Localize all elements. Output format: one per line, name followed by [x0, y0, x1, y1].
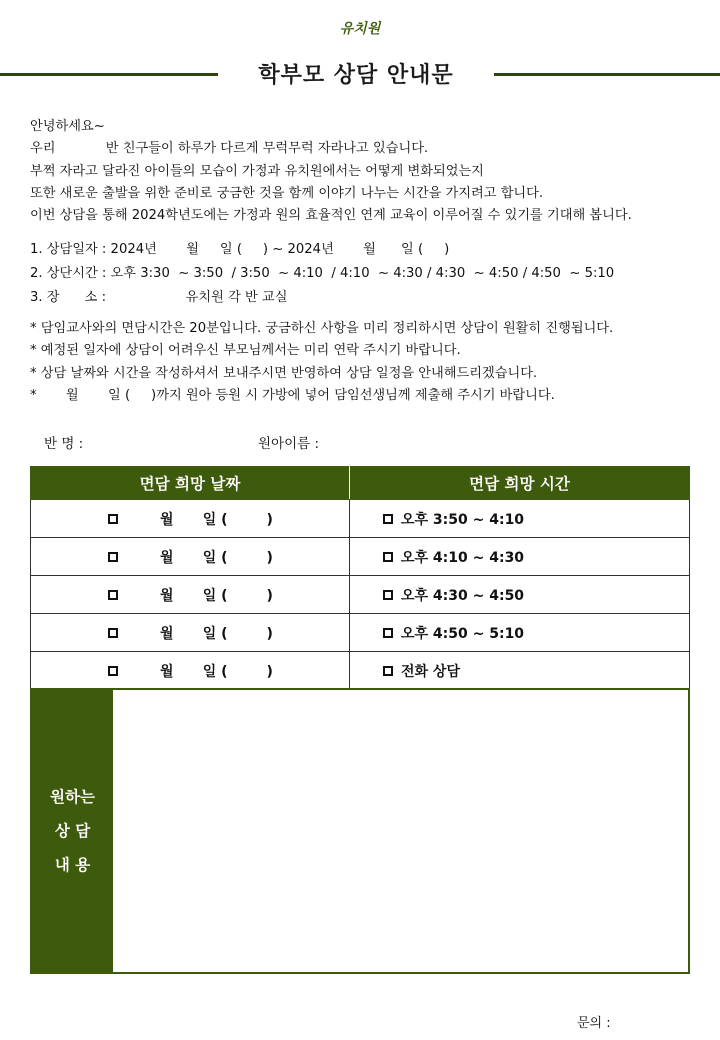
consult-info	[30, 238, 710, 309]
time-cell	[350, 538, 690, 576]
notes-list	[30, 318, 710, 407]
intro-line: 우리 반 친구들이 하루가 다르게 무럭무럭 자라나고 있습니다.	[30, 141, 429, 157]
intro-line: 또한 새로운 출발을 위한 준비로 궁금한 것을 함께 이야기 나누는 시간을 가지려고 합니다.	[30, 185, 544, 201]
title-row	[0, 58, 720, 88]
kindergarten-label: 유치원	[339, 21, 381, 37]
time-text: 오후 4:30 ~ 4:50	[401, 587, 525, 604]
date-checkbox[interactable]	[108, 628, 118, 638]
intro-line: 부쩍 자라고 달라진 아이들의 모습이 가정과 유치원에서는 어떻게 변화되었는지	[30, 163, 484, 179]
date-text: 월 일 ( )	[160, 549, 273, 566]
schedule-header-row	[31, 467, 690, 500]
time-text: 전화 상담	[401, 663, 460, 680]
consult-request-box	[30, 688, 690, 974]
time-column-header: 면담 희망 시간	[350, 467, 690, 500]
time-checkbox[interactable]	[383, 590, 393, 600]
table-row	[31, 576, 690, 614]
date-checkbox[interactable]	[108, 590, 118, 600]
table-row	[31, 652, 690, 690]
consult-time-line: 2. 상단시간 : 오후 3:30 ~ 3:50 / 3:50 ~ 4:10 / 4:10 ~ 4:30 / 4:30 ~ 4:50 / 4:50 ~ 5:10	[30, 265, 615, 281]
time-checkbox[interactable]	[383, 628, 393, 638]
class-name-label: 반 명 :	[44, 436, 84, 452]
schedule-table	[30, 466, 690, 690]
title-rule-left	[0, 73, 218, 76]
note-item: * 예정된 일자에 상담이 어려우신 부모님께서는 미리 연락 주시기 바랍니다.	[30, 343, 461, 359]
time-checkbox[interactable]	[383, 552, 393, 562]
date-column-header: 면담 희망 날짜	[31, 467, 350, 500]
label-line: 원하는	[50, 788, 95, 806]
intro-paragraph	[30, 116, 710, 227]
time-cell	[350, 576, 690, 614]
date-cell	[31, 652, 350, 690]
note-item: * 월 일 ( )까지 원아 등원 시 가방에 넣어 담임선생님께 제출해 주시기 바랍니다.	[30, 387, 555, 403]
table-row	[31, 614, 690, 652]
label-line: 내 용	[54, 856, 91, 874]
date-checkbox[interactable]	[108, 552, 118, 562]
time-checkbox[interactable]	[383, 666, 393, 676]
contact-label: 문의 :	[577, 1016, 611, 1031]
time-text: 오후 3:50 ~ 4:10	[401, 511, 525, 528]
intro-line: 안녕하세요~	[30, 119, 105, 134]
date-text: 월 일 ( )	[160, 625, 273, 642]
date-text: 월 일 ( )	[160, 663, 273, 680]
time-cell	[350, 500, 690, 538]
table-row	[31, 500, 690, 538]
consult-date-line: 1. 상담일자 : 2024년 월 일 ( ) ~ 2024년 월 일 ( )	[30, 242, 450, 257]
time-cell	[350, 652, 690, 690]
page-title: 학부모 상담 안내문	[258, 63, 454, 88]
date-cell	[31, 614, 350, 652]
time-text: 오후 4:10 ~ 4:30	[401, 549, 525, 566]
date-text: 월 일 ( )	[160, 587, 273, 604]
intro-line: 이번 상담을 통해 2024학년도에는 가정과 원의 효율적인 연계 교육이 이루어질 수 있기를 기대해 봅니다.	[30, 208, 632, 224]
time-checkbox[interactable]	[383, 514, 393, 524]
date-cell	[31, 576, 350, 614]
date-text: 월 일 ( )	[160, 511, 273, 528]
date-cell	[31, 538, 350, 576]
note-item: * 상담 날짜와 시간을 작성하셔서 보내주시면 반영하여 상담 일정을 안내해드리겠습니다.	[30, 365, 538, 381]
consult-place-line: 3. 장 소 : 유치원 각 반 교실	[30, 289, 288, 305]
time-cell	[350, 614, 690, 652]
label-line: 상 담	[54, 822, 91, 840]
table-row	[31, 538, 690, 576]
date-checkbox[interactable]	[108, 666, 118, 676]
date-checkbox[interactable]	[108, 514, 118, 524]
date-cell	[31, 500, 350, 538]
note-item: * 담임교사와의 면담시간은 20분입니다. 궁금하신 사항을 미리 정리하시면 상담이 원활히 진행됩니다.	[30, 321, 614, 336]
time-text: 오후 4:50 ~ 5:10	[401, 625, 525, 642]
consult-request-input-area[interactable]	[113, 690, 688, 972]
title-rule-right	[494, 73, 720, 76]
consult-request-label	[32, 690, 113, 972]
child-name-label: 원아이름 :	[258, 436, 320, 452]
